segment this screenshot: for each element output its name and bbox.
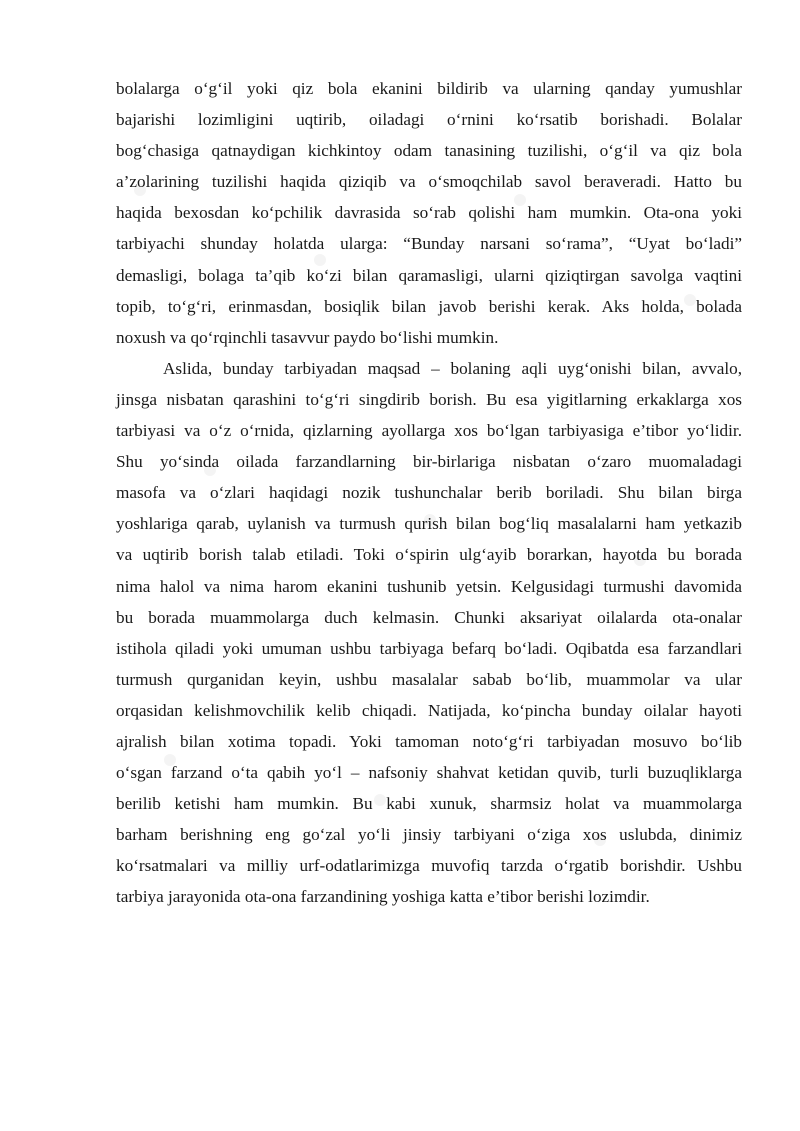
text-line: masofa va o‘zlari haqidagi nozik tushunchalar berib boriladi. Shu bilan birga [116,483,742,503]
text-line: ajralish bilan xotima topadi. Yoki tamoman noto‘g‘ri tarbiyadan mosuvo bo‘lib [116,731,742,751]
text-line: nima halol va nima harom ekanini tushunib yetsin. Kelgusidagi turmushi davomida [116,576,742,596]
text-line: bog‘chasiga qatnaydigan kichkintoy odam tanasining tuzilishi, o‘g‘il va qiz bola [116,141,742,161]
text-line: topib, to‘g‘ri, erinmasdan, bosiqlik bilan javob berishi kerak. Aks holda, bolada [116,296,742,316]
text-line: va uqtirib borish talab etiladi. Toki o‘spirin ulg‘ayib borarkan, hayotda bu borada [116,545,742,565]
text-line: bu borada muammolarga duch kelmasin. Chunki aksariyat oilalarda ota-onalar [116,607,742,627]
paragraph-2 [116,353,742,913]
text-line: barham berishning eng go‘zal yo‘li jinsiy tarbiyani o‘ziga xos uslubda, dinimiz [116,825,742,845]
text-line: jinsga nisbatan qarashini to‘g‘ri singdirib borish. Bu esa yigitlarning erkaklarga xos [116,389,742,409]
text-line: berilib ketishi ham mumkin. Bu kabi xunuk, sharmsiz holat va muammolarga [116,794,742,814]
text-line: turmush qurganidan keyin, ushbu masalalar sabab bo‘lib, muammolar va ular [116,669,742,689]
text-line: yoshlariga qarab, uylanish va turmush qurish bilan bog‘liq masalalarni ham yetkazib [116,514,742,534]
text-line: o‘sgan farzand o‘ta qabih yo‘l – nafsoniy shahvat ketidan quvib, turli buzuqliklarga [116,763,742,783]
text-line: a’zolarining tuzilishi haqida qiziqib va o‘smoqchilab savol beraveradi. Hatto bu [116,172,742,192]
text-line: orqasidan kelishmovchilik kelib chiqadi. Natijada, ko‘pincha bunday oilalar hayoti [116,700,742,720]
text-line: tarbiyachi shunday holatda ularga: “Bunday narsani so‘rama”, “Uyat bo‘ladi” [116,234,742,254]
text-line: haqida bexosdan ko‘pchilik davrasida so‘rab qolishi ham mumkin. Ota-ona yoki [116,203,742,223]
text-line: Shu yo‘sinda oilada farzandlarning bir-birlariga nisbatan o‘zaro muomaladagi [116,452,742,472]
text-line: bajarishi lozimligini uqtirib, oiladagi o‘rnini ko‘rsatib borishadi. Bolalar [116,110,742,130]
text-line: ko‘rsatmalari va milliy urf-odatlarimizga muvofiq tarzda o‘rgatib borishdir. Ushbu [116,856,742,876]
paragraph-1 [116,73,742,353]
text-line: demasligi, bolaga ta’qib ko‘zi bilan qaramasligi, ularni qiziqtirgan savolga vaqtini [116,265,742,285]
text-line: noxush va qo‘rqinchli tasavvur paydo bo‘lishi mumkin. [116,327,499,347]
body-text [116,73,742,913]
text-line: tarbiyasi va o‘z o‘rnida, qizlarning ayollarga xos bo‘lgan tarbiyasiga e’tibor yo‘lidir. [116,421,742,441]
text-line: istihola qiladi yoki umuman ushbu tarbiyaga befarq bo‘ladi. Oqibatda esa farzandlari [116,638,742,658]
text-line: tarbiya jarayonida ota-ona farzandining yoshiga katta e’tibor berishi lozimdir. [116,887,650,907]
text-line: Aslida, bunday tarbiyadan maqsad – bolaning aqli uyg‘onishi bilan, avvalo, [163,358,742,378]
text-line: bolalarga o‘g‘il yoki qiz bola ekanini bildirib va ularning qanday yumushlar [116,79,742,98]
